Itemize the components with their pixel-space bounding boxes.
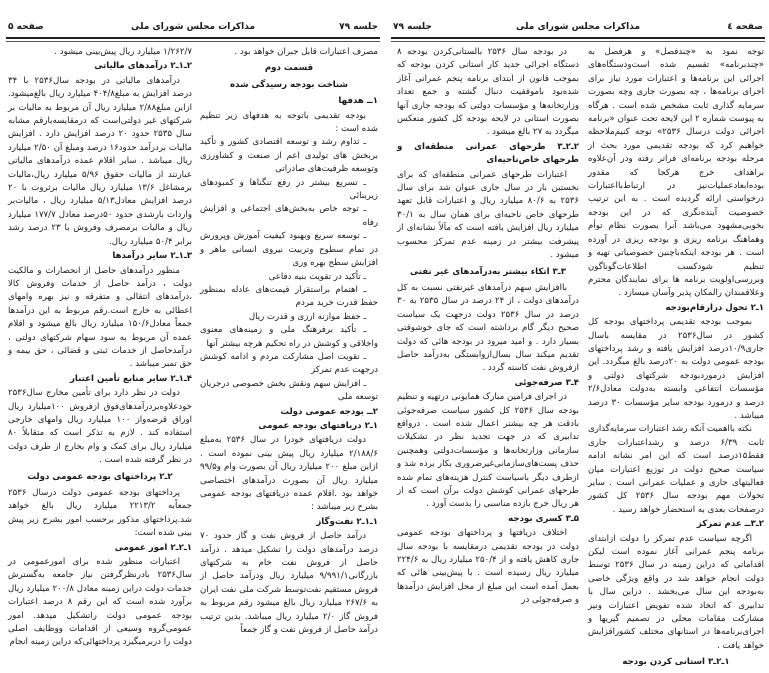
section-heading: ۴ـ۳ صرفه‌جوئی (514, 377, 579, 388)
section-heading: ۳ـ۱ـ۲ سایر درآمدها (112, 251, 192, 262)
session-number: جلسه ۷۹ (339, 22, 378, 32)
paragraph: ـ تأکید برفرهنگ ملی و زمینه‌های معنوی واخلاقی و کوشش در راه تحکیم هرچه بیشتر آنها (200, 325, 378, 349)
running-title: مذاکرات مجلس شورای ملی (130, 22, 256, 32)
section-heading: ۱ـ۲ـ۳ استانی کردن بودجه (622, 657, 730, 668)
section-heading: ۱ـ۲ـ۲ امور عمومی (114, 542, 192, 553)
text-column-left (8, 46, 192, 650)
paragraph: ـ افزایش سهم ونقش بخش خصوصی درجریان توسعه ملی (200, 378, 378, 403)
paragraph: ـ تداوم رشد و توسعه اقتصادی کشور و تأکید بربخش های تولیدی اعم از صنعت و کشاورزی وتوسعه ظرفیت‌های صادراتی (200, 137, 378, 175)
paragraph: در بودجه سال ۲۵۳۶ بالستانی‌کردن بودجه ۸ دستگاه اجرائی جدید کار استانی کردن بودجه که بموجب قانون از ابتدای برنامه پنجم عمرانی آغاز شده‌بود باموفقیت دنبال گشته و جمع تعداد وزارتخانه‌ها و مؤسسات دولتی که بودجه جاری آنها بصورت استانی در لایحه بودجه کل کشور منعکس میگردد به ۲۷ بالغ میشود . (397, 47, 579, 138)
section-heading: ۲ـ۱ـ۲ درآمدهای مالیاتی (94, 61, 192, 72)
paragraph: دولت در نظر دارد برای تأمین مخارج سال۲۵۳۶ خودعلاوه‌بردرآمدهای‌فوق ازفروش ۱۰۰میلیارد ریال اوراق قرضه‌واز ۱۰۰ میلیارد ریال وامهای خارجی استفاده کند . لازم به تذکر است که متقابلاً ۸۰ میلیارد ریال برای کمک و وام بخارج از طرف دولت در نظر گرفته شده است . (8, 388, 192, 466)
section-heading: ۵ـ۳ کسری بودجه (508, 513, 579, 524)
paragraph: مصرف اعتبارات قابل جبران خواهد بود . (234, 47, 378, 57)
text-column-left (397, 46, 579, 608)
header-rule (391, 37, 765, 39)
page-number: صفحه ۵ (8, 22, 44, 32)
section-heading: ۳ـ۳ اتکاء بیشتر به‌درآمدهای غیر نفتی (410, 266, 566, 277)
paragraph: ـ تأکید در تقویت بنیه دفاعی (268, 271, 366, 282)
text-column-right (200, 46, 378, 637)
paragraph: اگرچه سیاست عدم تمرکز را دولت ازابتدای برنامه پنجم عمرانی آغاز نموده است لیکن اقداماتی که دراین زمینه در سال ۲۵۳۶ توسط دولت انجام خواهد شد در واقع ویژگی خاصی به‌بودجه این سال می‌بخشد . دراین سال با تدابیری که اتخاذ شده تفویض اعتبارات ونیز مشارکت مقامات محلی در تصمیم گیریها و اجرای‌برنامه‌ها در استانهای مختلف کشورافزایش خواهد یافت . (588, 533, 764, 651)
paragraph: توجه نمود به «چندفصل» و هرفصل به «چندبرنامه» تقسیم شده است‌ودستگاه‌های اجرائی این برنامه‌ها و اعتبارات مورد نیاز برای اجرای برنامه‌ها ، چه بصورت جاری وچه بصورت سرمایه گذاری ثابت مشخص شده است . هرگاه به پیوست شماره ۲ این لایحه تحت عنوان «برنامه اجرائی دولت درسال ۲۵۳۶» توجه کنیم‌ملاحظه خواهیم کرد که بودجه تقدیمی مورد بحث از مرحله بودجه برنامه‌ای فراتر رفته ودر آن‌علاوه براهداف خرج هرکجا که مقدور بوده‌ابعادعملیات‌نیز در ارتباط‌بااعتبارات درخواستی ارائه گردیده است . به این ترتیب خصوصیت آینده‌نگری که در این بودجه بخوبی‌مشهود می‌باشد آنرا بصورت نظام توأم وهماهنگ برنامه ریزی و بودجه ریزی در آورده است . هر بودجه اینکه‌باچنین خصوصیاتی تهیه و تنظیم شود‌کسب اطلاعات‌گوناگون وبررسی‌اولویت برنامه ها برای نمایندگان محترم وعلاقمندان رالمکان پذیر وآسان میسازد . (588, 47, 765, 299)
paragraph: بودجه تقدیمی باتوجه به هدفهای زیر تنظیم شده است : (200, 110, 378, 135)
running-title: مذاکرات مجلس شورای ملی (515, 22, 641, 32)
paragraph: ـ تسریع بیشتر در رفع تنگناها و کمبودهای زیربنائی (200, 177, 378, 202)
paragraph: بموجب بودجه تقدیمی پرداختهای بودجه کل کشور در سال۲۵۳۶ در مقایسه باسال جاری۱۰/۹درصد افزایش یافته و رشد پرداختهای بودجه عمومی دولت به ۲۰درصد بالغ میگردد. این افزایش درموردبودجه شرکتهای دولتی و مؤسسات انتفاعی وابسته به‌دولت معادل۲/۶ درصد و درمورد بودجه سایر مؤسسات ۳۰ درصد میباشد . (588, 317, 764, 421)
paragraph: ۱/۲۶۲/۷ میلیارد ریال پیش‌بینی میشود . (54, 47, 192, 57)
paragraph: ـ اهتمام براستقرار قیمت‌های عادله بمنظور حفظ قدرت خرید مردم (200, 284, 378, 309)
section-heading: ۲ــ بودجه عمومی دولت (280, 406, 378, 417)
paragraph: در اجرای فرامین مبارک همایونی درتهیه و تنظیم بودجه سال ۲۵۳۶ کل کشور سیاست صرفه‌جوئی بادقت هر چه بیشتر اعمال شده است . درواقع تدابیری که در جهت تجدید نظر در تشکیلات سازمانی وزارتخانه‌ها و مؤسسات‌دولتی وهمچنین حذف پست‌های‌سازمانی‌غیرضروری بکار برده شد و ازطرف دیگر باسیاست کنترل هزینه‌های تمام شده طرحهای عمرانی کوشش دولت برآن است که از هر ریال خرج بازده مناسبی را بدست آورد . (397, 392, 579, 510)
page-header (393, 22, 763, 36)
page-header (8, 22, 378, 36)
paragraph: اعتبارات منظور شده برای امورعمومی در سال۲۵۳۶ بادرنظرگرفتن نیاز جامعه به‌گسترش خدمات دولت دراین زمینه معادل ۲۰۰/۸ میلیارد ریال برآورد شده است که این رقم ۸ درصد اعتبارات بودجه عمومی دولت راتشکیل میدهد. امور عمومی‌گروه وسیعی از اقدامات ووظایف اصلی دولت را دربرمیگیرد پرداختهائی‌که دراین زمینه انجام (8, 557, 192, 648)
left-page (0, 0, 384, 648)
section-heading: شناخت بودجه رسیدگی شده (230, 79, 348, 90)
paragraph: ـ حفظ موازنه ارزی و قدرت ریال (248, 311, 366, 322)
paragraph: منظور درآمدهای حاصل از انحصارات و مالکیت دولت ، درآمد حاصل از خدمات وفروش کالا ،درآمدهای انتقالی و متفرقه و نیز بهره وامهای اعطائی به خارج است.رقم مربوط به این درآمدها جمعاً معادل۱۵۰/۶ میلیارد ریال بالغ میشود و اقلام عمده آن مربوط به سود سهام شرکتهای دولتی ، درآمدحاصل از خدمات ثبتی و قضائی ، حق بیمه و حق تمبر میباشد . (8, 265, 192, 370)
paragraph: باافزایش سهم درآمدهای غیرنفتی نسبت به کل درآمدهای دولت ، از ۲۴ درصد در سال ۲۵۳۵ به ۳۰ درصد در سال ۲۵۳۶ دولت درجهت یک سیاست صحیح دیگر گام برداشته است که جای خوشوقتی بسیار دارد . و امید میرود در بودجه هائی که دولت تقدیم میکند سال بسال‌ازوابستگی به‌درآمد حاصل ازفروش نفت کاسته گردد . (397, 282, 579, 374)
section-heading: ۲ـ۲ـ۳ طرحهای عمرانی منطقه‌ای و طرحهای خاص‌ناحیه‌ای (397, 141, 579, 166)
header-rule-thin (391, 41, 765, 42)
section-heading: ۱ـ۱ـ۲ نفت‌وگاز (316, 516, 378, 527)
paragraph: ـ تقویت اصل مشارکت مردم و ادامه کوشش درجهت عدم تمرکز (200, 351, 378, 376)
section-heading: ۱ــ هدفها (338, 96, 378, 107)
paragraph: ـ توسعه سریع وبهبود کیفیت آموزش وپرورش در تمام سطوح وتربیت نیروی انسانی ماهر و افزایش سطح بهره وری (200, 231, 378, 269)
paragraph: اختلاف دریافتها و پرداختهای بودجه عمومی دولت در بودجه تقدیمی درمقایسه با بودجه سال جاری کاهش یافته و از ۲۵۰/۴ میلیارد ریال به ۲۲۴/۶ میلیارد ریال رسیده است . با پیش‌بینی هائی که بعمل آمده است این مبلغ از محل افزایش درآمدها و صرفه‌جوئی در (397, 528, 580, 606)
header-rule (6, 37, 380, 39)
text-column-right (588, 46, 764, 673)
section-heading: ۲ـ۲ پرداختهای بودجه عمومی دولت (27, 471, 173, 482)
section-heading: ۲ـ۳ــ عدم تمرکز (696, 519, 764, 530)
session-number: جلسه ۷۹ (393, 22, 432, 32)
section-heading: ۱ـ۲ تحول درارقام‌بودجه (665, 302, 764, 313)
paragraph: درآمد حاصل از فروش نفت و گاز حدود ۷۰ درصد درآمدهای دولت را تشکیل میدهد . درآمد حاصل از فروش نفت خام به شرکتهای بازرگانی۹/۹۹۱/۱ میلیارد ریال ودرآمد حاصل از فروش مستقیم نفت‌توسط شرکت ملی نفت ایران به ۲۶۷/۶ میلیارد ریال بالغ میشود رقم مربوط به فروش گاز ۲/۰ میلیارد ریال میباشد. بدین ترتیب درآمد حاصل از فروش نفت و گاز جمعاً (200, 531, 378, 636)
paragraph: اعتبارات طرحهای عمرانی منطقه‌ای که برای نخستین بار در سال جاری عنوان شد برای سال ۲۵۳۶ به ۸۰/۶ میلیارد ریال و اعتبارات قابل تعهد طرحهای خاص ناحیه‌ای برای همان سال به ۳۰/۱ میلیارد ریال افزایش یافته است که مآلاً نشانه‌ای از پیشرفت بیشتر در زمینه عدم تمرکز محسوب میشود . (397, 169, 579, 261)
section-heading: ۱ـ۲ دریافتهای بودجه عمومی (258, 420, 378, 431)
paragraph: پرداختهای بودجه عمومی دولت درسال ۲۵۳۶ جمعاًبه ۲۲۱۳/۲ میلیارد ریال بالغ خواهد شد.پرداختهای مذکور برحسب امور بشرح زیر پیش بینی شده است: (8, 488, 192, 539)
paragraph: نکته بااهمیت آنکه رشد اعتبارات سرمایه‌گذاری ثابت ۶/۳۹ درصد و رشداعتبارات جاری فقط۱۵درصد است که این امر نشانه ادامه سیاست صحیح دولت در توزیع اعتبارات میان فعالیتهای جاری و عملیات عمرانی است . سایر تحولات مهم بودجه سال ۲۵۳۶ کل کشور درصفحات بعدی به استحضار خواهد رسید . (588, 424, 764, 515)
header-rule-thin (6, 41, 380, 42)
paragraph: دولت دریافتهای خودرا در سال ۲۵۳۶ به‌مبلغ ۲/۱۸۸/۶ میلیارد ریال پیش بینی نموده است . ازاین مبلغ ۲۰۰ میلیارد ریال آن بصورت وام و۹۹/۵ میلیارد ریال آن بصورت درآمدهای اختصاصی خواهد بود .اقلام عمده دریافتهای بودجه عمومی بشرح زیر میباشد : (200, 435, 378, 513)
paragraph: درآمدهای مالیاتی در بودجه سال۲۵۳۶ با ۳۴ درصد افزایش به مبلغ۴۰۴/۸ میلیارد ریال بالغ‌میشود. ازاین مبلغ۲/۸۸ میلیارد ریال آن مربوط به مالیات بر شرکتهای غیر دولتی‌است که درمقایسه‌بارقم مشابه سال ۲۵۳۵ حدود ۲۰ درصد افزایش دارد . افزایش مالیات بردرآمد حدود۱۶ درصد ومبلغ آن ۲/۵۰ میلیارد ریال میباشد . سایر اقلام عمده درآمدهای مالیاتی عبارتند از مالیات حقوق ۵/۹۶ میلیارد ریال،مالیات برمشاغل ۱۳/۶ میلیارد ریال مالیات برثروت با ۲۰ درصد افزایش معادل۵/۱۳ میلیارد ریال ، مالیات‌بر واردات بارشدی حدود ۵۰درصد معادل ۱۷۷/۷ میلیارد ریال و مالیات برمصرف وفروش با ۲۳ درصد رشد برابر ۵۰/۴ میلیارد ریال. (8, 75, 193, 247)
section-heading: قسمت دوم (264, 63, 314, 74)
right-page (385, 0, 769, 668)
page-number: صفحه ٤ (727, 22, 763, 32)
paragraph: ـ توجه خاص به‌بخش‌های اجتماعی و افزایش رفاه (200, 204, 378, 228)
section-heading: ۴ـ۱ـ۲ سایر منابع تأمین اعتبار (69, 373, 192, 384)
